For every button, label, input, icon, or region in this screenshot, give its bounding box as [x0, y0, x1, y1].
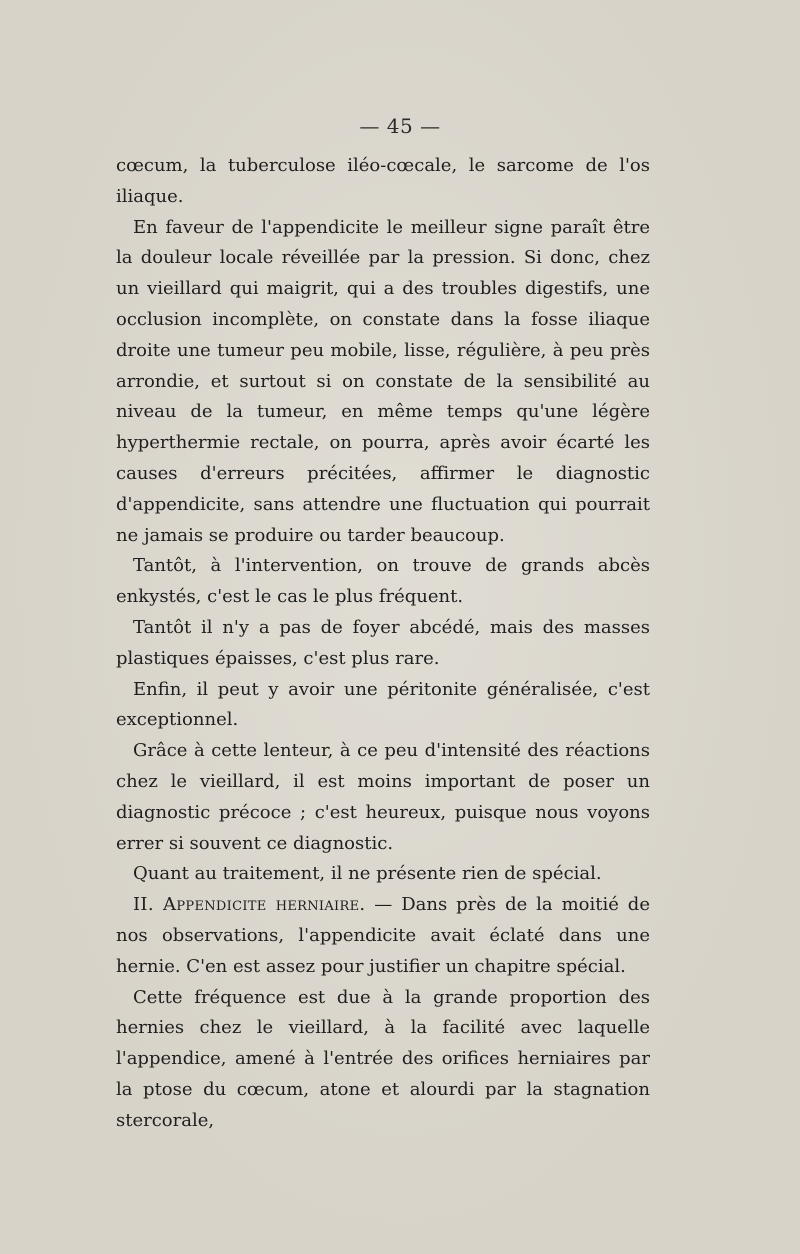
- paragraph-continuation: cœcum, la tuberculose iléo-cœcale, le sarcome de l'os iliaque.: [116, 155, 650, 207]
- body-text: [116, 151, 650, 1137]
- paragraph-plastic-masses: Tantôt il n'y a pas de foyer abcédé, mais des masses plastiques épaisses, c'est plus rare.: [116, 616, 650, 669]
- paragraph-treatment: Quant au traitement, il ne présente rien de spécial.: [133, 863, 602, 885]
- paragraph-diagnosis: Grâce à cette lenteur, à ce peu d'intensité des réactions chez le vieillard, il est moins important de poser un diagnostic précoce ; c'est heureux, puisque nous voyons errer si souvent ce diagnostic.: [116, 740, 650, 854]
- paragraph-frequency: Cette fréquence est due à la grande proportion des hernies chez le vieillard, à la facilité avec laquelle l'appendice, amené à l'entrée des orifices herniaires par la ptose du cœcum, atone et alourdi par la stagnation stercorale,: [116, 986, 650, 1131]
- paragraph-abscesses: Tantôt, à l'intervention, on trouve de grands abcès enkystés, c'est le cas le plus fréquent.: [116, 555, 650, 608]
- page-number: — 45 —: [359, 114, 441, 138]
- section-text: — Dans près de la moitié de nos observations, l'appendicite avait éclaté dans une hernie. C'en est assez pour justifier un chapitre spécial.: [116, 894, 650, 977]
- section-heading: II. Appendicite herniaire.: [133, 894, 366, 916]
- paragraph-peritonitis: Enfin, il peut y avoir une péritonite généralisée, c'est exceptionnel.: [116, 678, 650, 731]
- paragraph-appendicitis-signs: En faveur de l'appendicite le meilleur signe paraît être la douleur locale réveillée par la pression. Si donc, chez un vieillard qui maigrit, qui a des troubles digestifs, une occlusion incomplète, on constate dans la fosse iliaque droite une tumeur peu mobile, lisse, régulière, à peu près arrondie, et surtout si on constate de la sensibilité au niveau de la tumeur, en même temps qu'une légère hyperthermie rectale, on pourra, après avoir écarté les causes d'erreurs précitées, affirmer le diagnostic d'appendicite, sans attendre une fluctuation qui pourrait ne jamais se produire ou tarder beaucoup.: [116, 216, 650, 546]
- paragraph-hernia-section: [116, 890, 650, 982]
